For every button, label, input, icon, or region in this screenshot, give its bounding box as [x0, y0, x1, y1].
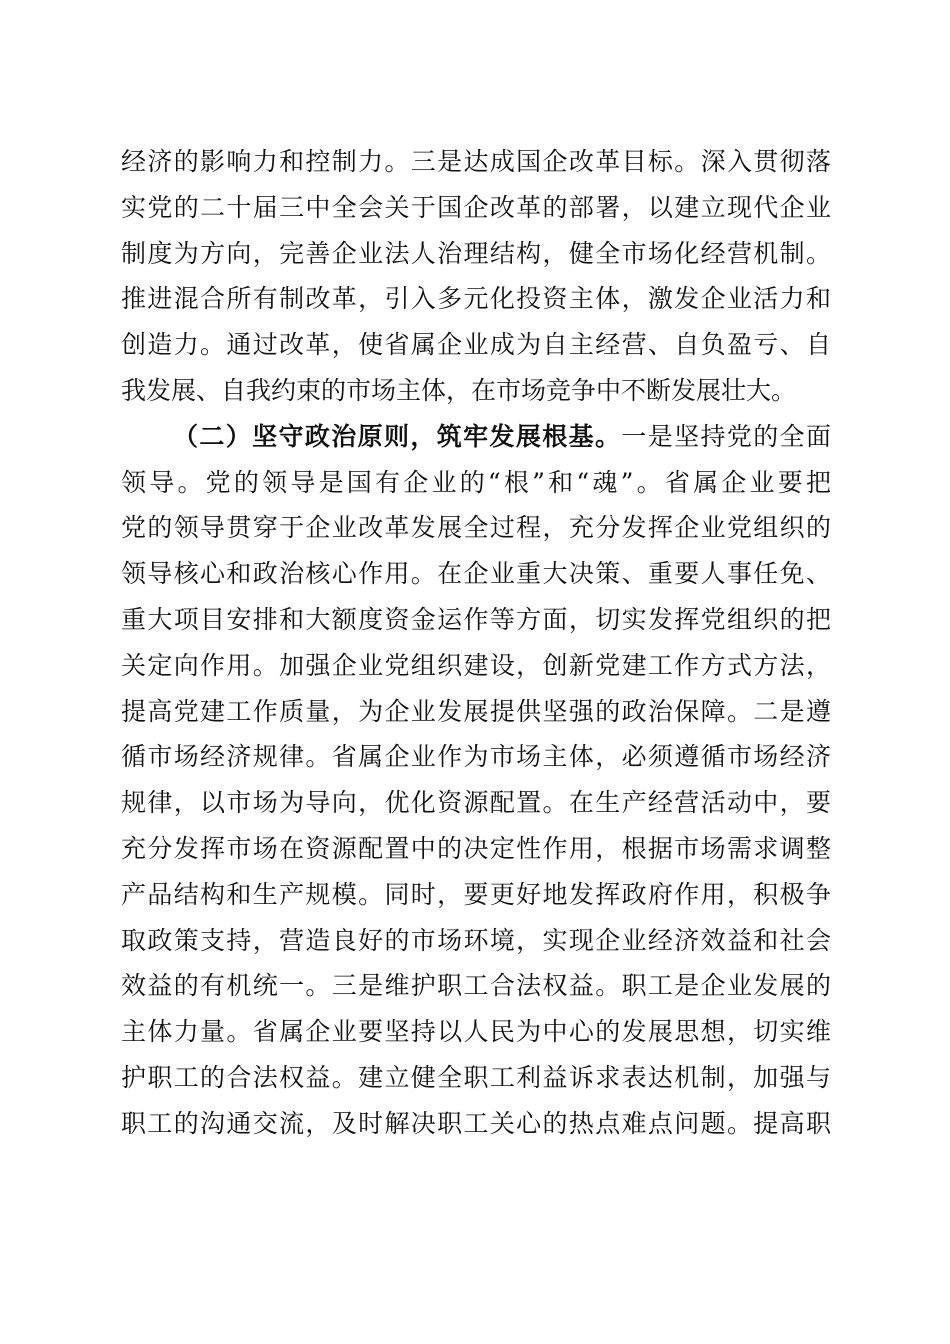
text-line: 推进混合所有制改革，引入多元化投资主体，激发企业活力和 — [121, 284, 831, 314]
text-line: 党的领导贯穿于企业改革发展全过程，充分发挥企业党组织的 — [121, 513, 831, 543]
text-line: 规律，以市场为导向，优化资源配置。在生产经营活动中，要 — [121, 788, 831, 818]
text-line: 关定向作用。加强企业党组织建设，创新党建工作方式方法， — [121, 650, 831, 680]
text-line: 职工的沟通交流，及时解决职工关心的热点难点问题。提高职 — [121, 1108, 831, 1138]
text-line: 循市场经济规律。省属企业作为市场主体，必须遵循市场经济 — [121, 742, 831, 772]
text-line: 我发展、自我约束的市场主体，在市场竞争中不断发展壮大。 — [121, 375, 797, 405]
text-line: 取政策支持，营造良好的市场环境，实现企业经济效益和社会 — [121, 925, 831, 955]
text-line: 效益的有机统一。三是维护职工合法权益。职工是企业发展的 — [121, 971, 831, 1001]
section-heading: （二）坚守政治原则，筑牢发展根基。 — [173, 421, 622, 451]
body-text — [121, 139, 831, 1147]
text-line: 创造力。通过改革，使省属企业成为自主经营、自负盈亏、自 — [121, 330, 831, 360]
text-line: 产品结构和生产规模。同时，要更好地发挥政府作用，积极争 — [121, 879, 831, 909]
text-line: 领导。党的领导是国有企业的“根”和“魂”。省属企业要把 — [121, 467, 831, 497]
text-line: 领导核心和政治核心作用。在企业重大决策、重要人事任免、 — [121, 559, 831, 589]
text-line: 护职工的合法权益。建立健全职工利益诉求表达机制，加强与 — [121, 1062, 831, 1092]
text-line: 主体力量。省属企业要坚持以人民为中心的发展思想，切实维 — [121, 1017, 831, 1047]
text-line: 提高党建工作质量，为企业发展提供坚强的政治保障。二是遵 — [121, 696, 831, 726]
text-line: 充分发挥市场在资源配置中的决定性作用，根据市场需求调整 — [121, 833, 831, 863]
text-line: 制度为方向，完善企业法人治理结构，健全市场化经营机制。 — [121, 238, 831, 268]
text-span: 一是坚持党的全面 — [621, 421, 831, 451]
section-heading-line — [121, 414, 831, 460]
text-line: 重大项目安排和大额度资金运作等方面，切实发挥党组织的把 — [121, 604, 831, 634]
text-line: 经济的影响力和控制力。三是达成国企改革目标。深入贯彻落 — [121, 147, 831, 176]
text-line: 实党的二十届三中全会关于国企改革的部署，以建立现代企业 — [121, 192, 831, 222]
